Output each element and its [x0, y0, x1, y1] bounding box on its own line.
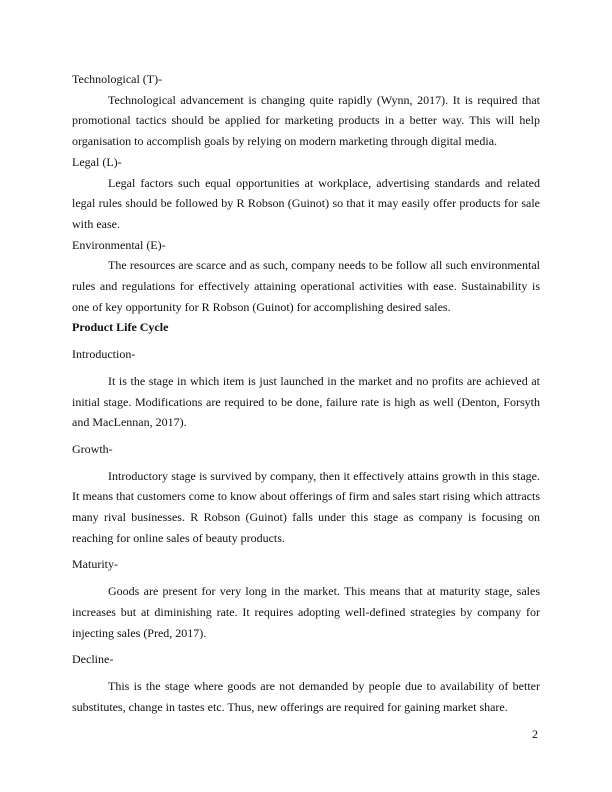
decline-heading: Decline- [72, 652, 114, 667]
page-number: 2 [532, 727, 538, 741]
product-life-cycle-section [72, 317, 540, 717]
technological-paragraph: Technological advancement is changing quite rapidly (Wynn, 2017). It is required that promotional tactics should be applied for marketing products in a better way. This will help organisation to accomplish goals by relying on modern marketing through digital media. [72, 92, 540, 149]
maturity-paragraph: Goods are present for very long in the market. This means that at maturity stage, sales increases but at diminishing rate. It requires adopting well-defined strategies by company for injecting sales (Pred, 2017). [72, 584, 540, 640]
section-title: Product Life Cycle [72, 320, 169, 335]
legal-paragraph: Legal factors such equal opportunities at workplace, advertising standards and related legal rules should be followed by R Robson (Guinot) so that it may easily offer products for sale with ease. [72, 175, 540, 231]
introduction-heading: Introduction- [72, 347, 136, 362]
legal-heading: Legal (L)- [72, 154, 122, 169]
page-content [72, 69, 540, 723]
growth-paragraph: Introductory stage is survived by company, then it effectively attains growth in this stage. It means that customers come to know about offerings of firm and sales start rising which attracts many rival businesses. R Robson (Guinot) falls under this stage as company is focusing on reaching for online sales of beauty products. [72, 468, 540, 545]
maturity-heading: Maturity- [72, 557, 118, 572]
environmental-paragraph: The resources are scarce and as such, company needs to be follow all such environmental rules and regulations for effectively attaining operational activities with ease. Sustainability is one of key opportunity for R Robson (Guinot) for accomplishing desired sales. [72, 258, 540, 314]
technological-heading: Technological (T)- [72, 72, 163, 86]
growth-heading: Growth- [72, 441, 113, 456]
decline-paragraph: This is the stage where goods are not demanded by people due to availability of better substitutes, change in tastes etc. Thus, new offerings are required for gaining market share. [72, 678, 540, 714]
introduction-paragraph: It is the stage in which item is just launched in the market and no profits are achieved at initial stage. Modifications are required to be done, failure rate is high as well (Denton, Forsyth and MacLennan, 2017). [72, 373, 540, 430]
environmental-heading: Environmental (E)- [72, 237, 166, 252]
